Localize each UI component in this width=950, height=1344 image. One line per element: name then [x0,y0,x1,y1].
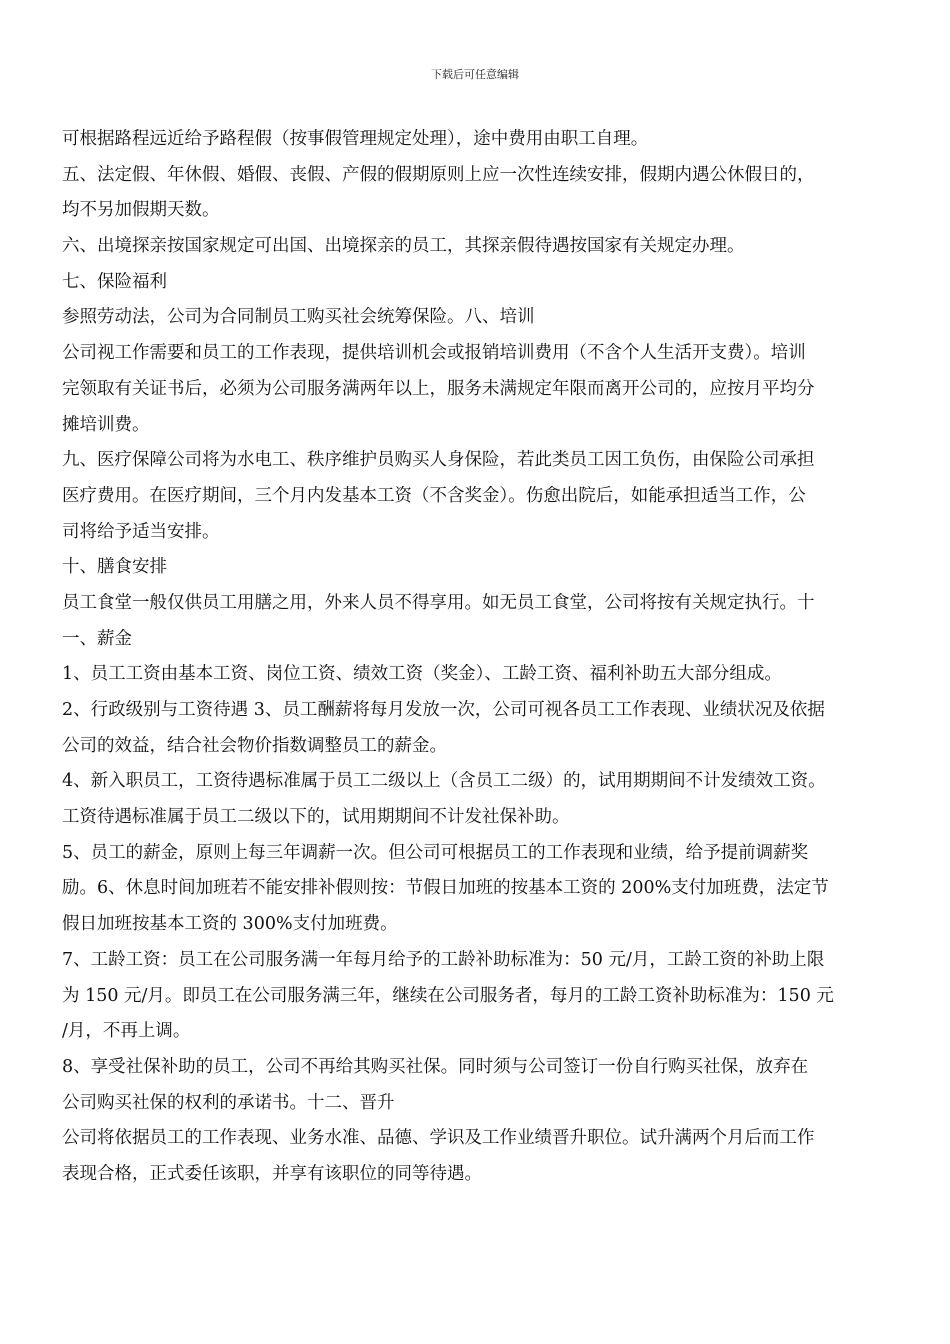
text-line: 九、医疗保障公司将为水电工、秩序维护员购买人身保险，若此类员工因工负伤，由保险公司承担 [62,450,815,471]
text-line: 员工食堂一般仅供员工用膳之用，外来人员不得享用。如无员工食堂，公司将按有关规定执行。十 [62,592,815,613]
text-line: 公司将依据员工的工作表现、业务水准、品德、学识及工作业绩晋升职位。试升满两个月后而工作 [62,1128,815,1149]
text-line: 5、员工的薪金，原则上每三年调薪一次。但公司可根据员工的工作表现和业绩，给予提前调薪奖 [62,842,809,863]
text-line: 摊培训费。 [62,414,150,435]
text-line: 五、法定假、年休假、婚假、丧假、产假的假期原则上应一次性连续安排，假期内遇公休假日的， [62,164,815,185]
text-line: 7、工龄工资：员工在公司服务满一年每月给予的工龄补助标准为：50 元/月，工龄工资的补助上限 [62,949,825,970]
text-line: 医疗费用。在医疗期间，三个月内发基本工资（不含奖金）。伤愈出院后，如能承担适当工作，公 [62,485,806,506]
text-line: /月，不再上调。 [62,1021,191,1042]
text-line: 完领取有关证书后，必须为公司服务满两年以上，服务未满规定年限而离开公司的，应按月平均分 [62,378,815,399]
text-line: 工资待遇标准属于员工二级以下的，试用期期间不计发社保补助。 [62,807,570,828]
document-body [62,122,888,1193]
text-line: 2、行政级别与工资待遇 3、员工酬薪将每月发放一次，公司可视各员工工作表现、业绩状况及依据 [62,700,825,720]
text-line: 公司视工作需要和员工的工作表现，提供培训机会或报销培训费用（不含个人生活开支费）。培训 [62,343,806,364]
text-line: 励。6、休息时间加班若不能安排补假则按：节假日加班的按基本工资的 200%支付加班费，法定节 [62,878,829,899]
section-heading-insurance: 七、保险福利 [62,271,167,292]
text-line: 均不另加假期天数。 [62,200,220,221]
header-note: 下载后可任意编辑 [431,68,519,81]
text-line: 参照劳动法，公司为合同制员工购买社会统筹保险。八、培训 [62,307,535,328]
section-heading-meals: 十、膳食安排 [62,557,167,578]
text-line: 1、员工工资由基本工资、岗位工资、绩效工资（奖金）、工龄工资、福利补助五大部分组成。 [62,664,782,685]
text-line: 为 150 元/月。即员工在公司服务满三年，继续在公司服务者，每月的工龄工资补助标准为：150 元 [62,985,834,1006]
text-line: 司将给予适当安排。 [62,521,220,542]
text-line: 4、新入职员工，工资待遇标准属于员工二级以上（含员工二级）的，试用期期间不计发绩效工资。 [62,771,826,792]
text-line: 表现合格，正式委任该职，并享有该职位的同等待遇。 [62,1163,482,1184]
text-line: 可根据路程远近给予路程假（按事假管理规定处理），途中费用由职工自理。 [62,129,649,149]
text-line: 公司的效益，结合社会物价指数调整员工的薪金。 [62,735,447,756]
text-line: 六、出境探亲按国家规定可出国、出境探亲的员工，其探亲假待遇按国家有关规定办理。 [62,236,745,257]
text-line: 8、享受社保补助的员工，公司不再给其购买社保。同时须与公司签订一份自行购买社保，放弃在 [62,1056,809,1077]
text-line: 公司购买社保的权利的承诺书。十二、晋升 [62,1092,395,1113]
text-line: 一、薪金 [62,628,132,649]
text-line: 假日加班按基本工资的 300%支付加班费。 [62,914,398,935]
